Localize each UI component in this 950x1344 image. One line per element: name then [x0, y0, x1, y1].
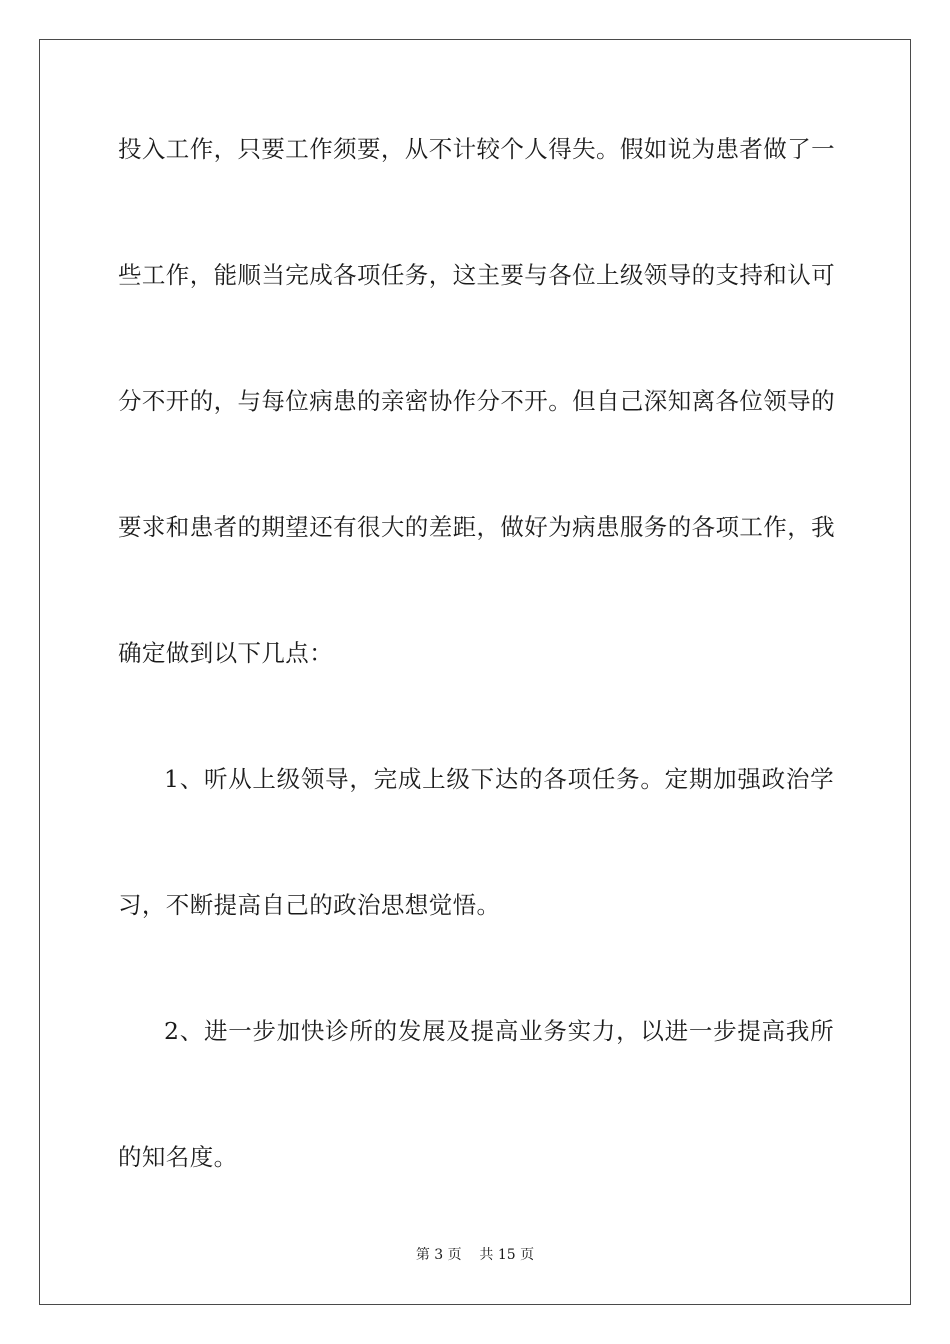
list-item-1-line-2: 习，不断提高自己的政治思想觉悟。: [118, 891, 501, 919]
body-line-4: 要求和患者的期望还有很大的差距，做好为病患服务的各项工作，我: [118, 513, 835, 541]
page-number-footer: 第 3 页 共 15 页: [415, 1247, 535, 1263]
list-item-2-line-1: 2、进一步加快诊所的发展及提高业务实力，以进一步提高我所: [164, 1017, 834, 1045]
body-line-3: 分不开的，与每位病患的亲密协作分不开。但自己深知离各位领导的: [118, 387, 835, 415]
list-item-2-line-2: 的知名度。: [118, 1143, 238, 1171]
body-line-2: 些工作，能顺当完成各项任务，这主要与各位上级领导的支持和认可: [118, 261, 835, 289]
body-line-1: 投入工作，只要工作须要，从不计较个人得失。假如说为患者做了一: [118, 135, 835, 163]
body-line-5: 确定做到以下几点：: [118, 639, 334, 667]
list-item-1-line-1: 1、听从上级领导，完成上级下达的各项任务。定期加强政治学: [164, 765, 834, 793]
page-border: [39, 39, 911, 1305]
